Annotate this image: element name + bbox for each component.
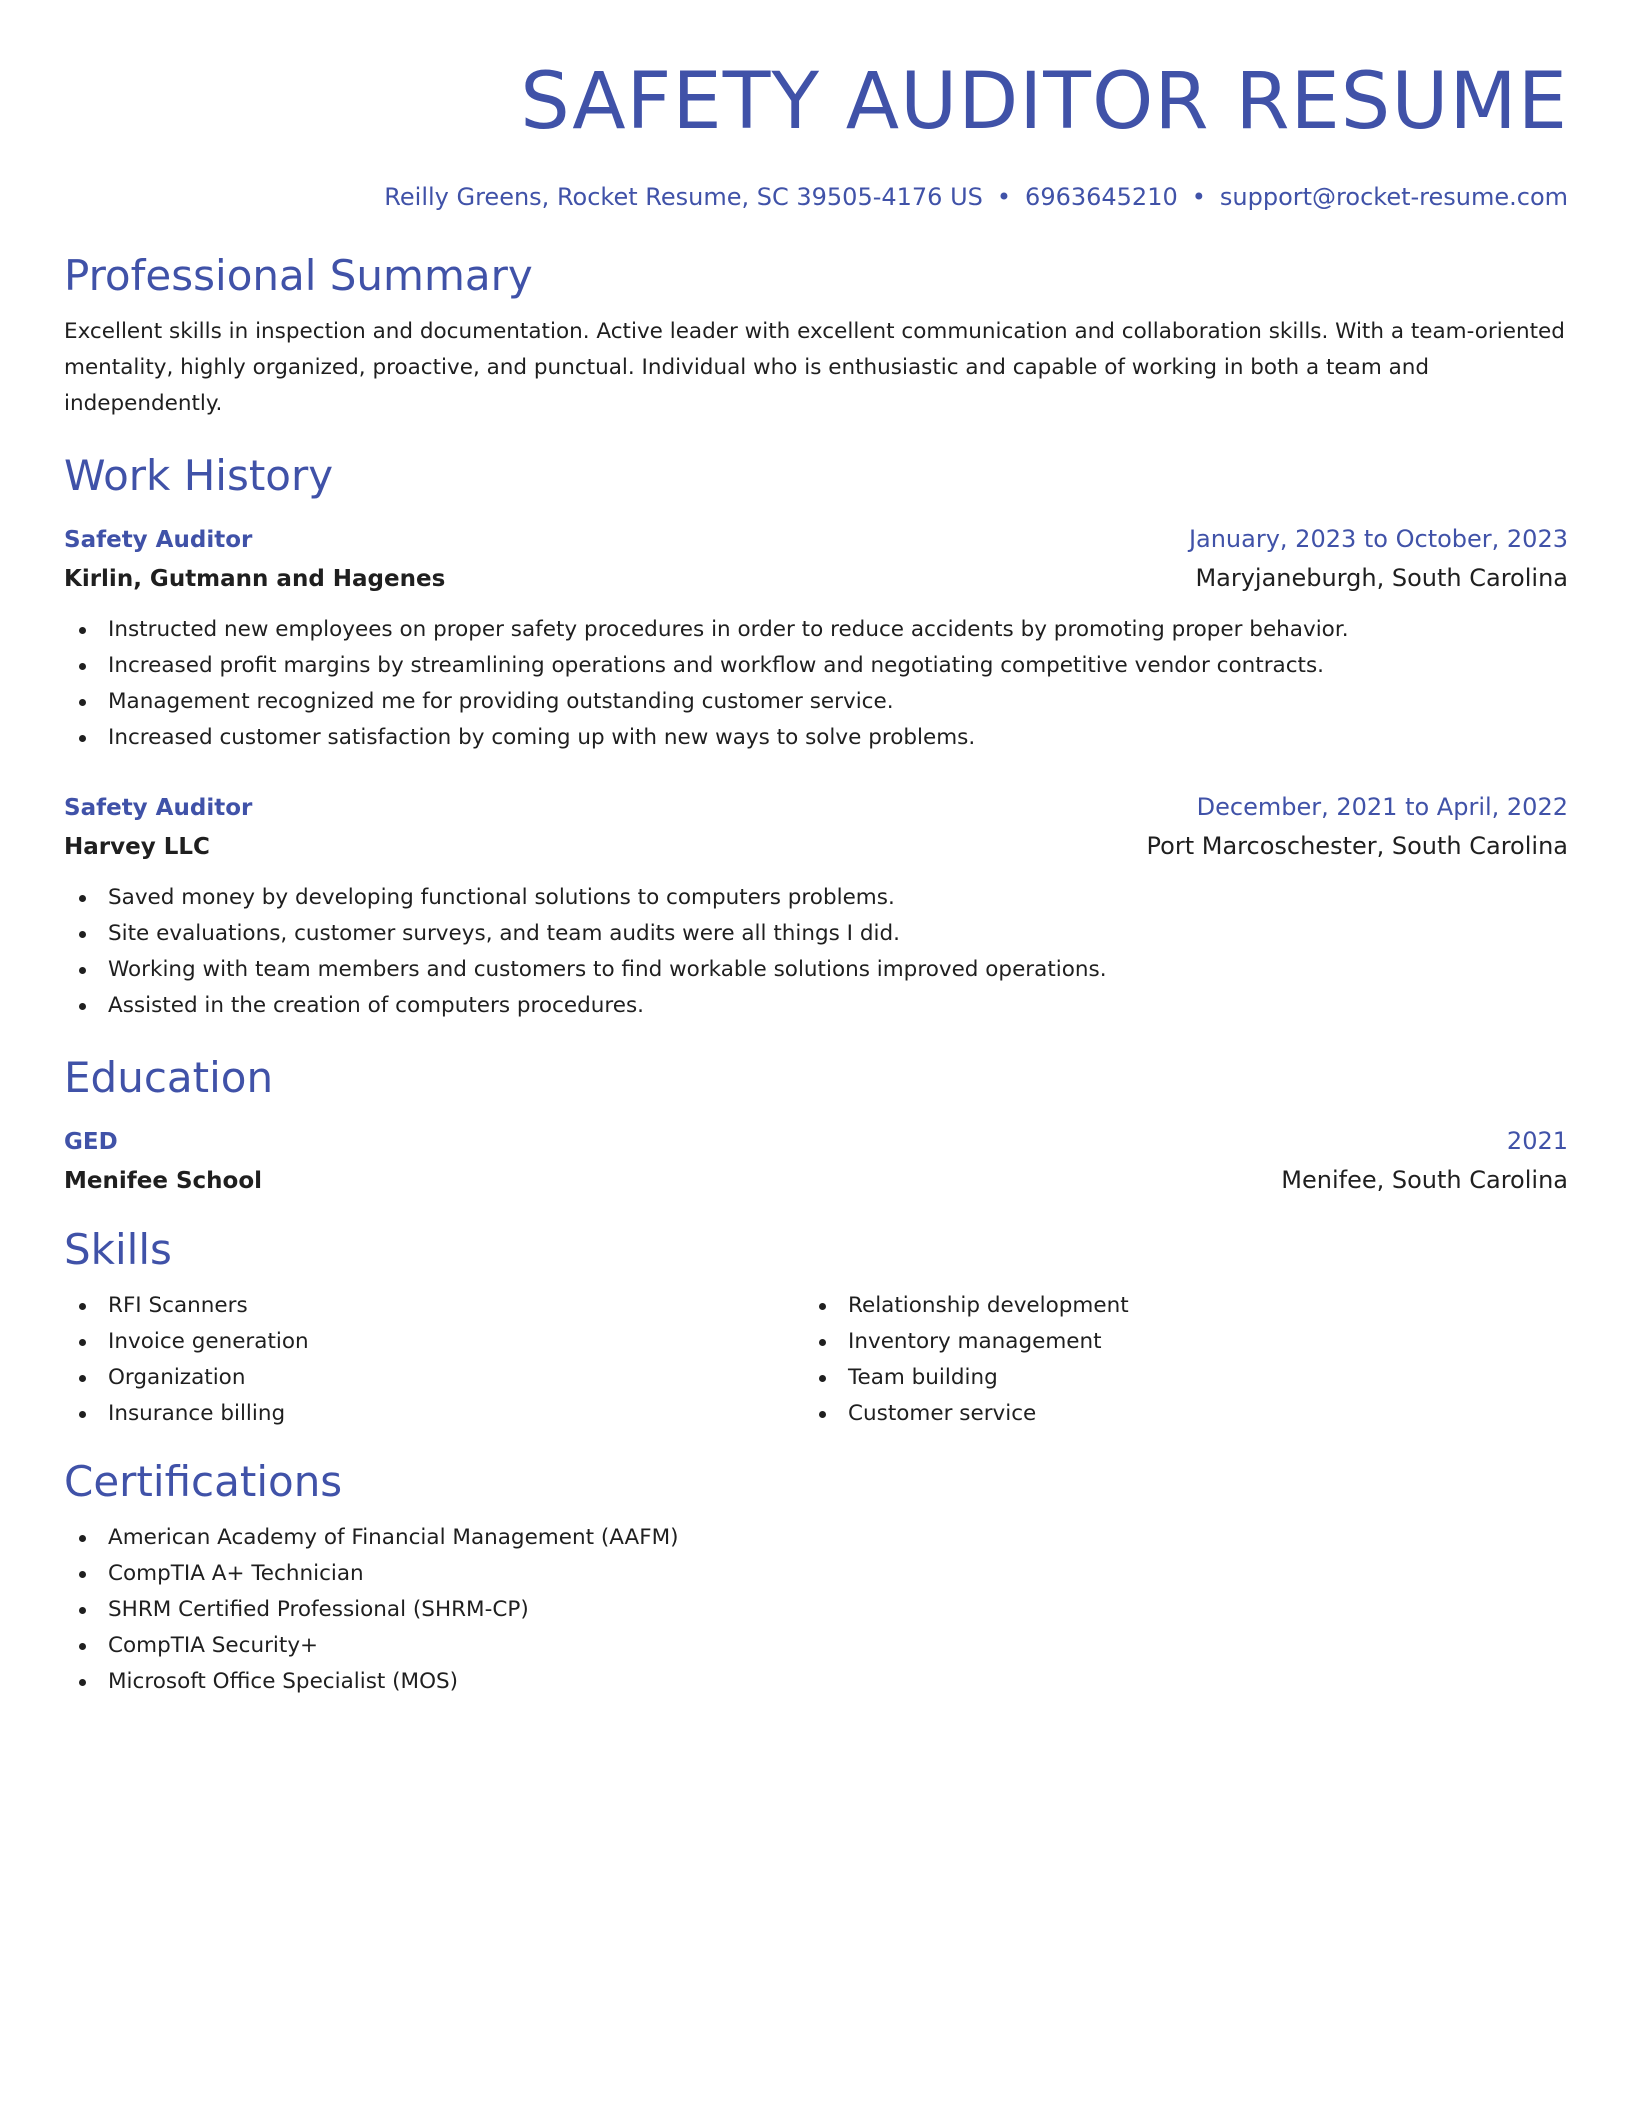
list-item: Assisted in the creation of computers procedures. [64, 988, 1568, 1024]
list-item: Site evaluations, customer surveys, and team audits were all things I did. [64, 916, 1568, 952]
contact-separator: • [1191, 183, 1206, 211]
certifications-heading: Certifications [64, 1457, 343, 1506]
skills-section [64, 1222, 1568, 1432]
contact-address: Reilly Greens, Rocket Resume, SC 39505-4176 US [384, 183, 983, 211]
job-bullets [64, 880, 1568, 1024]
list-item: Saved money by developing functional solutions to computers problems. [64, 880, 1568, 916]
list-item: CompTIA A+ Technician [64, 1556, 1568, 1592]
list-item: Microsoft Office Specialist (MOS) [64, 1664, 1568, 1700]
education-degree: GED [64, 1129, 118, 1155]
job-location: Port Marcoschester, South Carolina [1146, 832, 1568, 860]
contact-email[interactable]: support@rocket-resume.com [1219, 183, 1568, 211]
list-item: Relationship development [804, 1288, 1544, 1324]
summary-heading: Professional Summary [64, 251, 533, 300]
skills-list-right [804, 1288, 1544, 1432]
certifications-section [64, 1454, 1568, 1700]
summary-section [64, 248, 1568, 422]
list-item: Instructed new employees on proper safety procedures in order to reduce accidents by promoting proper behavior. [64, 612, 1568, 648]
list-item: Organization [64, 1360, 804, 1396]
education-year: 2021 [1506, 1127, 1568, 1155]
list-item: Increased customer satisfaction by coming up with new ways to solve problems. [64, 720, 1568, 756]
skills-heading: Skills [64, 1225, 172, 1274]
list-item: Inventory management [804, 1324, 1544, 1360]
work-history-heading: Work History [64, 451, 334, 500]
job-bullets [64, 612, 1568, 756]
list-item: Increased profit margins by streamlining operations and workflow and negotiating competitive vendor contracts. [64, 648, 1568, 684]
job-dates: December, 2021 to April, 2022 [1196, 793, 1568, 821]
list-item: Team building [804, 1360, 1544, 1396]
list-item: RFI Scanners [64, 1288, 804, 1324]
job-dates: January, 2023 to October, 2023 [1188, 525, 1568, 553]
job-title: Safety Auditor [64, 527, 253, 553]
list-item: Invoice generation [64, 1324, 804, 1360]
certifications-list [64, 1520, 1568, 1700]
skills-grid [64, 1288, 1568, 1432]
contact-separator: • [996, 183, 1012, 211]
education-heading: Education [64, 1053, 274, 1102]
resume-title: SAFETY AUDITOR RESUME [520, 57, 1568, 147]
list-item: American Academy of Financial Management (AAFM) [64, 1520, 1568, 1556]
work-history-section [64, 448, 1568, 1024]
contact-phone[interactable]: 6963645210 [1025, 183, 1178, 211]
list-item: CompTIA Security+ [64, 1628, 1568, 1664]
job-location: Maryjaneburgh, South Carolina [1195, 564, 1568, 592]
education-school: Menifee School [64, 1168, 263, 1194]
education-section [64, 1050, 1568, 1200]
contact-line [64, 180, 1568, 214]
education-location: Menifee, South Carolina [1281, 1166, 1568, 1194]
job-employer: Harvey LLC [64, 834, 210, 860]
education-entry [64, 1122, 1568, 1200]
list-item: Customer service [804, 1396, 1544, 1432]
list-item: Working with team members and customers to find workable solutions improved operations. [64, 952, 1568, 988]
summary-text: Excellent skills in inspection and documentation. Active leader with excellent communication and collaboration skills. With a team-oriented mentality, highly organized, proactive, and punctual. Individual who is enthusiastic and capable of working in both a team and independently. [64, 319, 1565, 416]
list-item: Insurance billing [64, 1396, 804, 1432]
job-title: Safety Auditor [64, 795, 253, 821]
list-item: SHRM Certified Professional (SHRM-CP) [64, 1592, 1568, 1628]
skills-list-left [64, 1288, 804, 1432]
job-employer: Kirlin, Gutmann and Hagenes [64, 566, 446, 592]
list-item: Management recognized me for providing outstanding customer service. [64, 684, 1568, 720]
job-entry [64, 788, 1568, 1024]
job-entry [64, 520, 1568, 756]
